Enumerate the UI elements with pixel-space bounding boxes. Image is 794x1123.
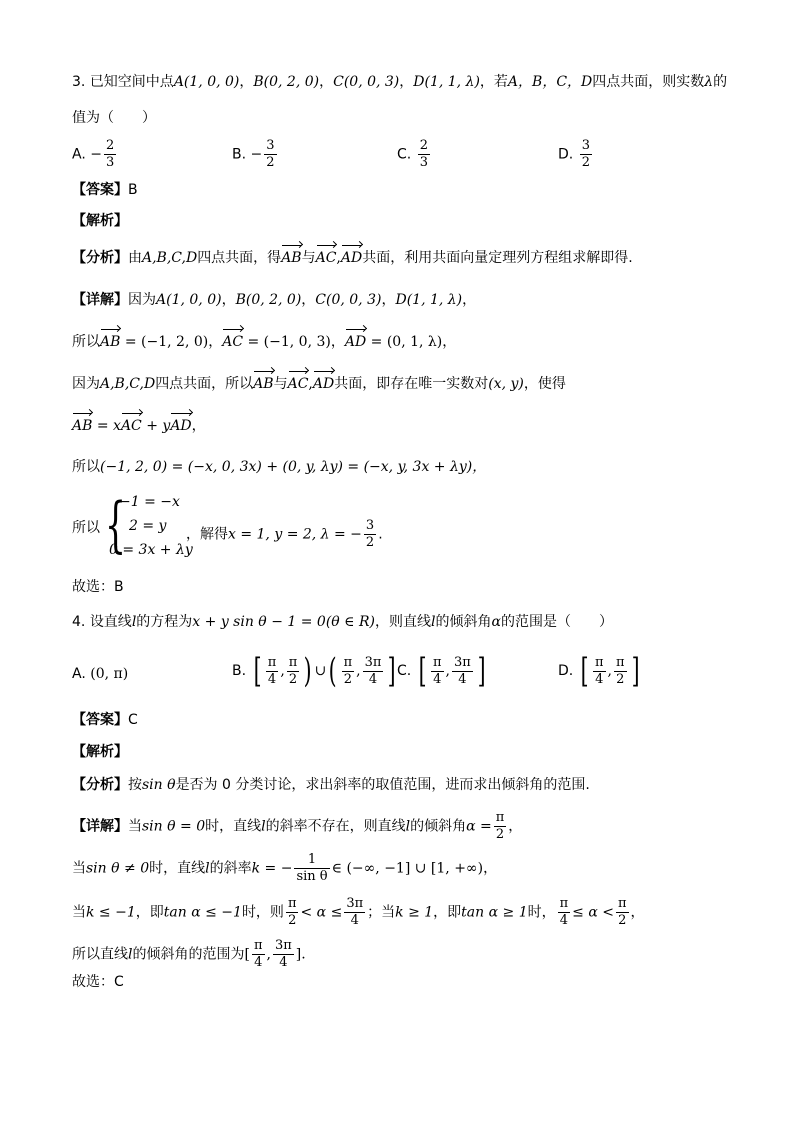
math: l xyxy=(131,614,137,630)
denominator: 4 xyxy=(458,671,467,687)
fraction xyxy=(363,655,384,688)
numerator: π xyxy=(432,654,442,670)
denominator: 2 xyxy=(266,155,275,170)
text: 的倾斜角 xyxy=(410,818,467,835)
numerator: 3π xyxy=(453,654,471,670)
numerator: π xyxy=(343,654,353,670)
numerator: 3π xyxy=(274,938,292,953)
text: 因为 xyxy=(128,292,156,308)
denominator: 3 xyxy=(105,155,115,170)
bracket: ] xyxy=(388,651,397,691)
vector-value: = (0, 1, λ) xyxy=(370,334,443,350)
text: 当 xyxy=(128,818,142,835)
vector-value: = (−1, 2, 0) xyxy=(124,334,209,350)
fraction xyxy=(616,896,629,929)
math: sin θ = 0 xyxy=(142,818,206,835)
bracket: [ xyxy=(253,651,262,691)
fraction xyxy=(344,896,365,929)
q3-xiangjie-vectors xyxy=(72,332,456,352)
jiexi-tag: 【解析】 xyxy=(72,744,128,760)
q4-xiangjie-line3 xyxy=(72,896,645,929)
denominator: 2 xyxy=(618,913,627,928)
text: 时， xyxy=(527,904,556,921)
math: l xyxy=(431,614,436,630)
denominator: 4 xyxy=(559,913,569,928)
denominator: sin θ xyxy=(296,869,328,884)
fraction xyxy=(104,138,116,171)
option-sign: − xyxy=(250,146,263,163)
q3-solution xyxy=(186,518,383,551)
numerator: 3 xyxy=(365,518,375,533)
numerator: 3π xyxy=(364,654,382,670)
q3-stem-text: 四点共面，则实数 xyxy=(592,74,705,90)
separator: . xyxy=(378,526,383,543)
point-b: B(0, 2, 0) xyxy=(253,74,320,90)
denominator: 2 xyxy=(581,155,590,170)
fraction xyxy=(264,138,276,171)
q3-stem-text: 的 xyxy=(713,74,728,90)
system-row: 2 = y xyxy=(129,518,167,534)
math: (θ ∈ R) xyxy=(325,614,375,630)
text: 当 xyxy=(72,860,86,877)
math: k ≤ −1 xyxy=(86,904,136,921)
q4-option-b: B. [ $\frac{\pi}{4}$ , $\frac{\pi}{2}$ ) ∪( $\frac{\pi}{2}$ , $\frac{3\pi}{4}$ ] xyxy=(232,651,397,691)
fraction xyxy=(418,138,430,171)
fenxi-tag: 【分析】 xyxy=(72,250,128,266)
vector-ac: AC xyxy=(120,418,142,434)
fraction xyxy=(593,655,606,688)
math: sin θ xyxy=(142,777,176,793)
q4-fenxi xyxy=(72,775,590,795)
final-choice: 故选：C xyxy=(72,974,124,990)
vector-ac: AC xyxy=(222,334,244,350)
system-row: −1 = −x xyxy=(119,494,180,510)
text: 设直线 xyxy=(89,614,132,630)
fraction xyxy=(452,655,473,688)
bracket: [ xyxy=(418,651,427,691)
denominator: 4 xyxy=(267,671,277,687)
option-label: A. xyxy=(72,666,86,682)
question-number: 3. xyxy=(72,74,86,90)
point-a: A(1, 0, 0) xyxy=(173,74,240,90)
answer-value: B xyxy=(128,182,138,198)
math: l xyxy=(405,818,411,835)
vector-value: = (−1, 0, 3) xyxy=(247,334,331,350)
denominator: 2 xyxy=(616,671,625,687)
math: A,B,C,D xyxy=(142,250,198,266)
numerator: π xyxy=(253,938,263,953)
fraction xyxy=(558,896,571,929)
separator: ， xyxy=(381,292,396,308)
xiangjie-tag: 【详解】 xyxy=(72,818,128,835)
separator: ， xyxy=(191,418,206,434)
q4-xiangjie-line2 xyxy=(72,852,497,885)
fenxi-tag: 【分析】 xyxy=(72,777,128,793)
xiangjie-tag: 【详解】 xyxy=(72,292,128,308)
text: 所以 xyxy=(72,459,100,475)
fraction xyxy=(342,655,355,688)
math: = x xyxy=(96,418,121,434)
text: 与 xyxy=(301,250,316,266)
option-label: C. xyxy=(397,663,412,679)
text: 的倾斜角 xyxy=(435,614,492,630)
math: tan α ≤ −1 xyxy=(163,904,242,921)
fraction xyxy=(614,655,627,688)
numerator: π xyxy=(615,654,625,670)
option-label: D. xyxy=(558,146,574,163)
answer-tag: 【答案】 xyxy=(72,712,128,728)
q4-xiangjie-line4: 所以直线l的倾斜角的范围为[ $\frac{\pi}{4}$ , $\frac{3\pi}{4}$ ]. xyxy=(72,938,306,970)
numerator: π xyxy=(594,654,604,670)
q3-xiangjie-coplanar: 因为A,B,C,D四点共面，所以AB与AC,AD共面，即存在唯一实数对(x, y)，使得 xyxy=(72,376,566,392)
denominator: 4 xyxy=(368,671,378,687)
separator: ， xyxy=(462,292,477,308)
math: l xyxy=(128,946,133,963)
fraction xyxy=(294,852,329,885)
vector-ad: AD xyxy=(344,334,367,350)
math: + y xyxy=(146,418,171,434)
vector-ab: AB xyxy=(100,334,121,350)
option-value: (0, π) xyxy=(90,666,129,682)
q3-answer xyxy=(72,180,138,200)
fraction xyxy=(273,938,294,971)
math: (x, y) xyxy=(488,376,524,392)
jiexi-tag: 【解析】 xyxy=(72,213,128,229)
text: 按 xyxy=(128,777,142,793)
option-label: D. xyxy=(558,663,574,679)
fraction xyxy=(252,938,265,971)
text: 所以直线 xyxy=(72,946,128,963)
point-a: A(1, 0, 0) xyxy=(156,292,222,308)
q3-option-d xyxy=(558,138,594,171)
math: k = − xyxy=(251,860,293,877)
point-letters: A，B，C，D xyxy=(507,74,593,90)
denominator: 2 xyxy=(288,671,298,687)
math: x = 1, y = 2, λ = − xyxy=(228,526,362,543)
q4-xiangjie-line1 xyxy=(72,810,522,843)
separator: ， xyxy=(483,860,498,877)
separator: ， xyxy=(630,904,645,921)
lambda-symbol: λ xyxy=(704,74,714,90)
text: ，即 xyxy=(433,904,462,921)
separator: ， xyxy=(508,818,523,835)
numerator: 1 xyxy=(294,852,329,869)
option-label: A. xyxy=(72,146,86,163)
separator: ， xyxy=(319,74,334,90)
fraction xyxy=(431,655,444,688)
point-b: B(0, 2, 0) xyxy=(235,292,302,308)
math: l xyxy=(205,860,210,877)
denominator: 2 xyxy=(343,671,352,687)
text: 的倾斜角的范围为 xyxy=(132,946,245,963)
q3-jiexi xyxy=(72,211,128,231)
separator: ]. xyxy=(295,946,306,963)
math: α xyxy=(491,614,501,630)
text: 共面，即存在唯一实数对 xyxy=(334,376,489,392)
q4-option-d: D. [ $\frac{\pi}{4}$ , $\frac{\pi}{2}$ ] xyxy=(558,651,640,691)
union-symbol: ∪ xyxy=(314,663,327,679)
separator: ， xyxy=(442,334,457,350)
q3-guxuan xyxy=(72,577,124,597)
text: 的斜率不存在，则直线 xyxy=(265,818,406,835)
point-c: C(0, 0, 3) xyxy=(315,292,382,308)
fraction xyxy=(580,138,592,171)
numerator: π xyxy=(495,810,505,825)
text: ，使得 xyxy=(523,376,566,392)
bracket: ] xyxy=(631,651,640,691)
vector-ad: AD xyxy=(340,250,363,266)
q4-option-a xyxy=(72,664,128,684)
numerator: π xyxy=(288,654,298,670)
text: 时，直线 xyxy=(205,818,262,835)
numerator: π xyxy=(287,896,297,911)
denominator: 2 xyxy=(495,827,505,842)
point-d: D(1, 1, λ) xyxy=(413,74,480,90)
denominator: 4 xyxy=(595,671,604,687)
separator: ， xyxy=(221,292,236,308)
point-d: D(1, 1, λ) xyxy=(395,292,463,308)
math: ∈ (−∞, −1] ∪ [1, +∞) xyxy=(331,860,484,877)
text: 的范围是（ ） xyxy=(500,614,613,630)
math: sin θ ≠ 0 xyxy=(86,860,150,877)
text: 四点共面，得 xyxy=(197,250,282,266)
vector-ab: AB xyxy=(253,376,274,392)
fraction xyxy=(286,896,299,929)
separator: ， xyxy=(239,74,254,90)
numerator: 3 xyxy=(266,138,275,153)
text: ，则直线 xyxy=(375,614,431,630)
text: 的斜率 xyxy=(209,860,252,877)
option-sign: − xyxy=(90,146,102,163)
text: ，即 xyxy=(135,904,164,921)
math: < α ≤ xyxy=(300,904,343,921)
separator: ， xyxy=(208,334,223,350)
numerator: 3 xyxy=(581,138,590,153)
math: x + y sin θ − 1 = 0 xyxy=(192,614,326,630)
math: A,B,C,D xyxy=(100,376,156,392)
option-label: B. xyxy=(232,663,247,679)
separator: ， xyxy=(301,292,316,308)
q4-jiexi xyxy=(72,742,128,762)
answer-value: C xyxy=(128,712,138,728)
text: 由 xyxy=(128,250,142,266)
q3-stem-text: 值为（ ） xyxy=(72,110,156,126)
q3-xiangjie-coords xyxy=(72,457,486,477)
q3-stem-text: ，若 xyxy=(479,74,508,90)
denominator: 3 xyxy=(419,155,428,170)
q4-stem xyxy=(72,612,613,632)
q3-stem-line1 xyxy=(72,72,727,92)
numerator: 2 xyxy=(419,138,428,153)
equation-system xyxy=(105,492,195,562)
system-row: 0 = 3x + λy xyxy=(109,542,193,558)
q3-fenxi: 【分析】由A,B,C,D四点共面，得AB与AC,AD共面，利用共面向量定理列方程组求解即得. xyxy=(72,250,633,266)
bracket: ( xyxy=(328,651,337,691)
numerator: 2 xyxy=(105,138,115,153)
numerator: π xyxy=(559,896,569,911)
q4-answer xyxy=(72,710,138,730)
bracket: ] xyxy=(477,651,486,691)
option-label: B. xyxy=(232,146,247,163)
math: k ≥ 1 xyxy=(395,904,434,921)
fraction xyxy=(364,518,376,551)
q3-stem-line2 xyxy=(72,108,156,128)
text: 因为 xyxy=(72,376,100,392)
fraction xyxy=(266,655,279,688)
fraction xyxy=(287,655,300,688)
q3-option-c xyxy=(397,138,432,171)
numerator: π xyxy=(617,896,627,911)
q4-option-c: C. [ $\frac{\pi}{4}$ , $\frac{3\pi}{4}$ ] xyxy=(397,651,486,691)
math: tan α ≥ 1 xyxy=(461,904,528,921)
numerator: π xyxy=(267,654,277,670)
separator: ， xyxy=(399,74,414,90)
separator: ， xyxy=(330,334,345,350)
denominator: 4 xyxy=(254,955,263,970)
denominator: 2 xyxy=(288,913,297,928)
text: 与 xyxy=(273,376,288,392)
fraction xyxy=(494,810,507,843)
text: 时，则 xyxy=(241,904,284,921)
numerator: 3π xyxy=(346,896,364,911)
text: 所以 xyxy=(72,334,100,350)
vector-ad: AD xyxy=(312,376,335,392)
q3-option-a xyxy=(72,138,118,171)
bracket: ) xyxy=(303,651,312,691)
q3-stem-text: 已知空间中点 xyxy=(89,74,174,90)
final-choice: 故选：B xyxy=(72,579,124,595)
vector-ac: AC xyxy=(287,376,309,392)
question-number: 4. xyxy=(72,614,86,630)
text: 的方程为 xyxy=(136,614,193,630)
denominator: 4 xyxy=(433,671,442,687)
denominator: 4 xyxy=(279,955,288,970)
q3-system-label xyxy=(72,518,100,538)
option-label: C. xyxy=(397,146,412,163)
q4-guxuan xyxy=(72,972,124,992)
point-c: C(0, 0, 3) xyxy=(333,74,400,90)
text: ，解得 xyxy=(186,526,228,543)
vector-ab: AB xyxy=(72,418,93,434)
text: 时，直线 xyxy=(149,860,206,877)
text: 所以 xyxy=(72,520,100,536)
text: 四点共面，所以 xyxy=(155,376,254,392)
math: (−1, 2, 0) = (−x, 0, 3x) + (0, y, λy) = (−x, y, 3x + λy)， xyxy=(100,459,487,475)
denominator: 4 xyxy=(350,913,359,928)
vector-ad: AD xyxy=(170,418,192,434)
math: l xyxy=(261,818,266,835)
vector-ab: AB xyxy=(281,250,302,266)
text: ；当 xyxy=(367,904,396,921)
text: 共面，利用共面向量定理列方程组求解即得. xyxy=(362,250,633,266)
vector-ac: AC xyxy=(315,250,337,266)
math: ≤ α < xyxy=(572,904,614,921)
q3-xiangjie-line1 xyxy=(72,290,476,310)
bracket: [ xyxy=(580,651,589,691)
denominator: 2 xyxy=(365,535,375,550)
answer-tag: 【答案】 xyxy=(72,182,128,198)
math: α = xyxy=(466,818,492,835)
brace-icon: { xyxy=(105,490,127,560)
text: 是否为 0 分类讨论，求出斜率的取值范围，进而求出倾斜角的范围. xyxy=(175,777,590,793)
q3-xiangjie-vector-eq xyxy=(72,416,206,436)
q3-option-b xyxy=(232,138,279,171)
text: 当 xyxy=(72,904,86,921)
